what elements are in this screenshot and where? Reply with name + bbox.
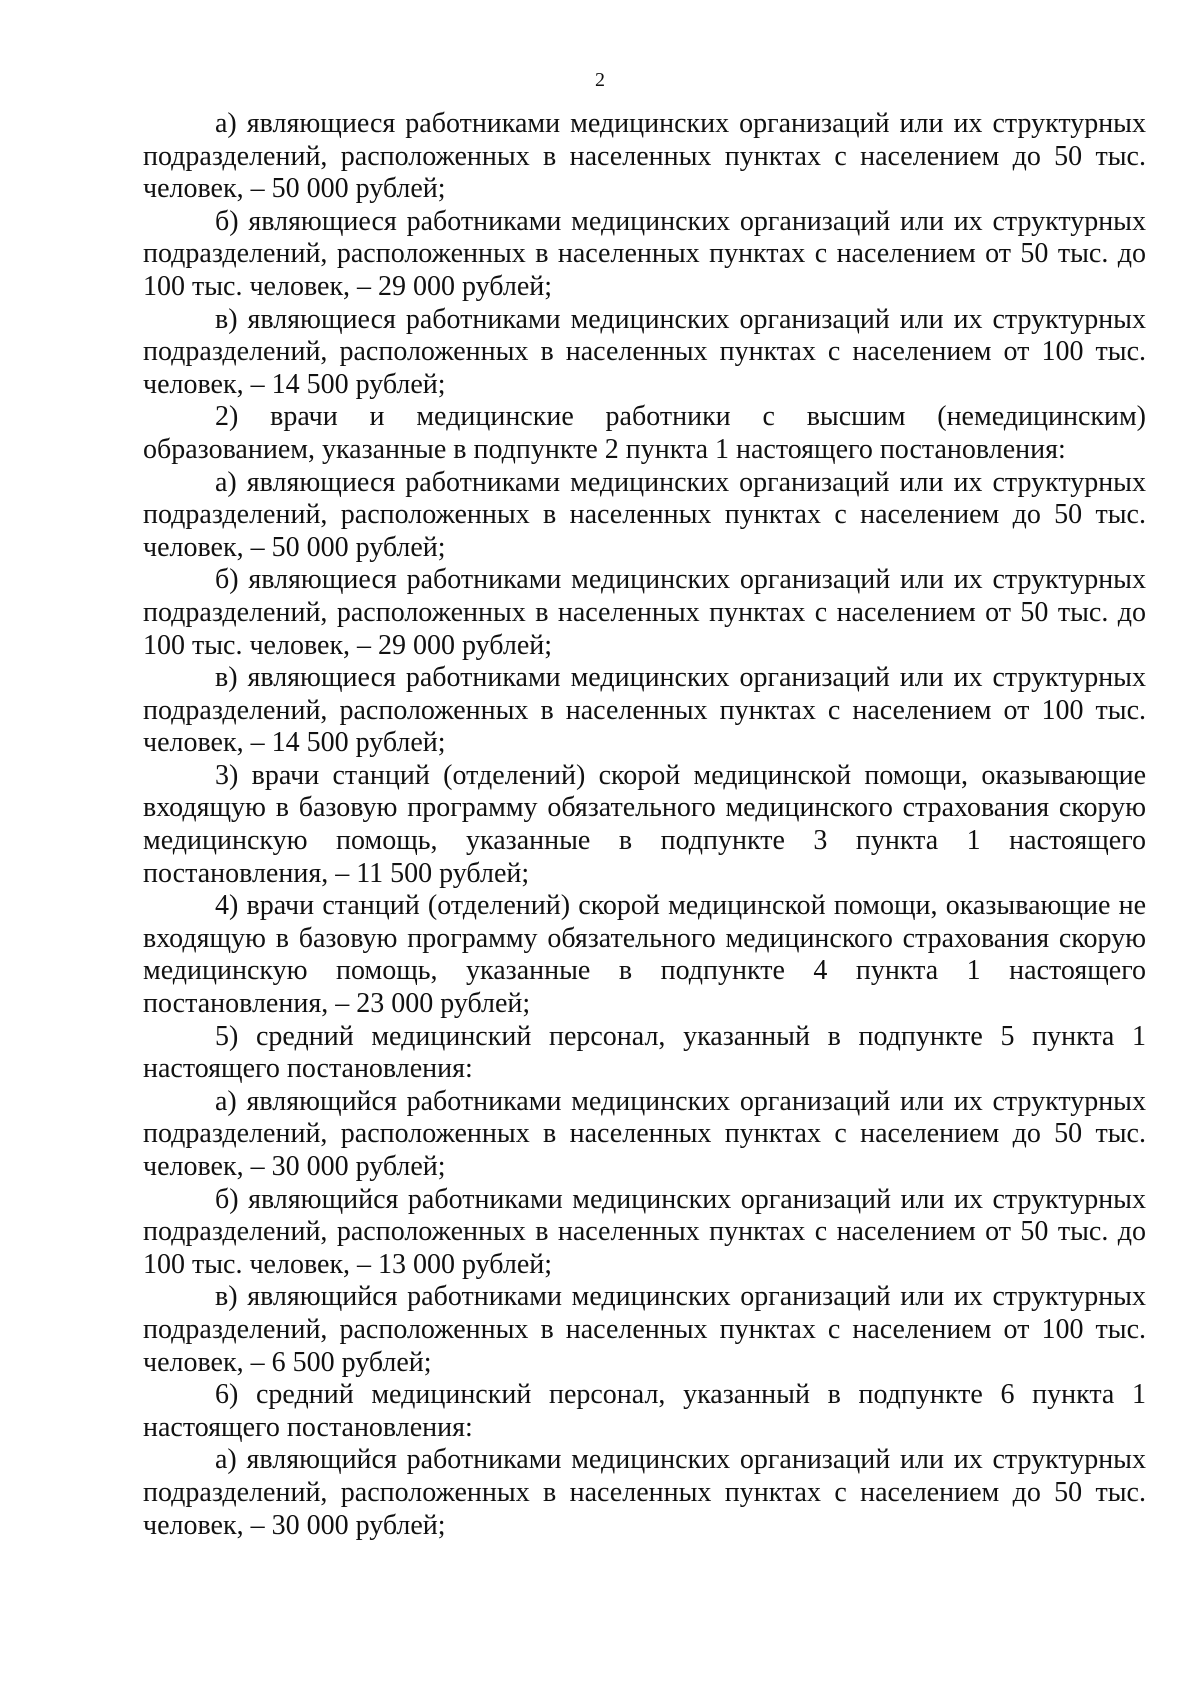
paragraph-5b: б) являющийся работниками медицинских организаций или их структурных подразделений, расположенных в населенных пунктах с населением от 50 тыс. до 100 тыс. человек, – 13 000 рублей; bbox=[143, 1183, 1146, 1280]
paragraph-2b: б) являющиеся работниками медицинских организаций или их структурных подразделений, расположенных в населенных пунктах с населением от 50 тыс. до 100 тыс. человек, – 29 000 рублей; bbox=[143, 564, 1146, 661]
paragraph-5: 5) средний медицинский персонал, указанный в подпункте 5 пункта 1 настоящего постановления: bbox=[143, 1020, 1146, 1085]
paragraph-6a: а) являющийся работниками медицинских организаций или их структурных подразделений, расположенных в населенных пунктах с населением до 50 тыс. человек, – 30 000 рублей; bbox=[143, 1444, 1146, 1541]
paragraph-3: 3) врачи станций (отделений) скорой медицинской помощи, оказывающие входящую в базовую программу обязательного медицинского страхования скорую медицинскую помощь, указанные в подпункте 3 пункта 1 настоящего постановления, – 11 500 рублей; bbox=[143, 759, 1146, 889]
paragraph-6: 6) средний медицинский персонал, указанный в подпункте 6 пункта 1 настоящего постановления: bbox=[143, 1379, 1146, 1443]
paragraph-4: 4) врачи станций (отделений) скорой медицинской помощи, оказывающие не входящую в базовую программу обязательного медицинского страхования скорую медицинскую помощь, указанные в подпункте 4 пункта 1 настоящего постановления, – 23 000 рублей; bbox=[143, 890, 1146, 1020]
page-number: 2 bbox=[595, 69, 605, 91]
paragraph-2a: а) являющиеся работниками медицинских организаций или их структурных подразделений, расположенных в населенных пунктах с населением до 50 тыс. человек, – 50 000 рублей; bbox=[143, 466, 1146, 563]
paragraph-5a: а) являющийся работниками медицинских организаций или их структурных подразделений, расположенных в населенных пунктах с населением до 50 тыс. человек, – 30 000 рублей; bbox=[143, 1085, 1146, 1182]
paragraph-2c: в) являющиеся работниками медицинских организаций или их структурных подразделений, расположенных в населенных пунктах с населением от 100 тыс. человек, – 14 500 рублей; bbox=[143, 662, 1146, 759]
paragraph-1c: в) являющиеся работниками медицинских организаций или их структурных подразделений, расположенных в населенных пунктах с населением от 100 тыс. человек, – 14 500 рублей; bbox=[143, 303, 1146, 400]
paragraph-1a: а) являющиеся работниками медицинских организаций или их структурных подразделений, расположенных в населенных пунктах с населением до 50 тыс. человек, – 50 000 рублей; bbox=[143, 108, 1146, 205]
paragraph-1b: б) являющиеся работниками медицинских организаций или их структурных подразделений, расположенных в населенных пунктах с населением от 50 тыс. до 100 тыс. человек, – 29 000 рублей; bbox=[143, 205, 1146, 302]
paragraph-5c: в) являющийся работниками медицинских организаций или их структурных подразделений, расположенных в населенных пунктах с населением от 100 тыс. человек, – 6 500 рублей; bbox=[143, 1281, 1146, 1378]
document-body bbox=[143, 108, 1146, 1542]
paragraph-2: 2) врачи и медицинские работники с высшим (немедицинским) образованием, указанные в подпункте 2 пункта 1 настоящего постановления: bbox=[143, 401, 1146, 465]
